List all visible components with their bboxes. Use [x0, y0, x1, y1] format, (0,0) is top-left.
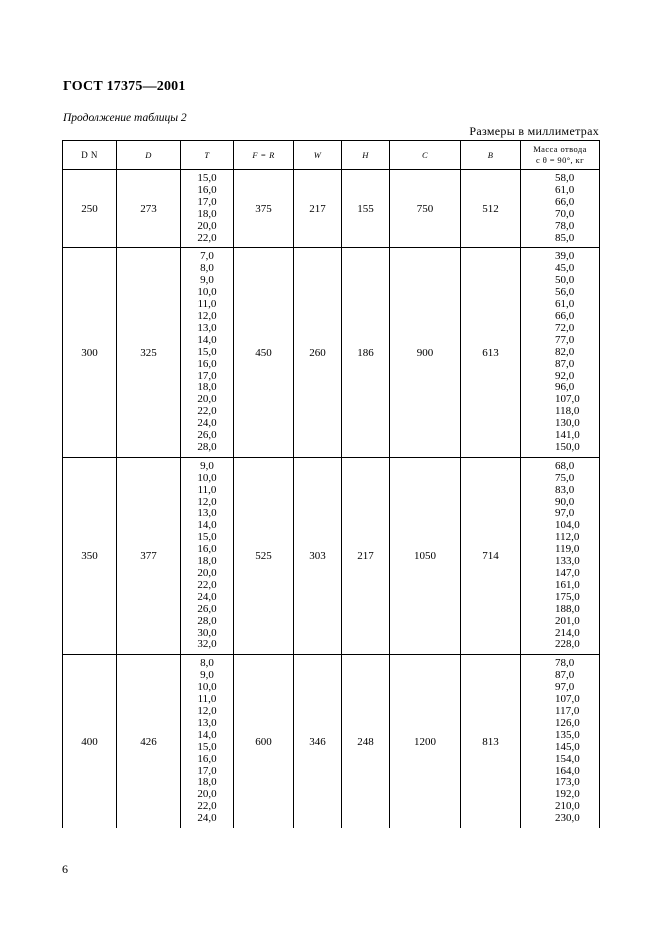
- cell-c: 1050: [390, 457, 461, 655]
- cell-t-list-value: 13,0: [197, 507, 217, 520]
- cell-t-list-value: 11,0: [197, 693, 217, 706]
- header-w: W: [294, 141, 342, 170]
- cell-mass-list-value: 90,0: [555, 495, 575, 508]
- cell-t-list-value: 7,0: [200, 250, 214, 263]
- cell-t-list-value: 11,0: [197, 298, 217, 311]
- cell-t-list-value: 18,0: [197, 776, 217, 789]
- cell-mass-list-value: 85,0: [555, 231, 575, 244]
- cell-t-list-value: 22,0: [197, 800, 217, 813]
- cell-t-list-value: 16,0: [197, 183, 217, 196]
- cell-b: 714: [461, 457, 521, 655]
- page-number: 6: [62, 862, 68, 876]
- cell-mass-list-value: 210,0: [555, 800, 580, 813]
- cell-mass-list-value: 112,0: [555, 531, 580, 544]
- cell-t-list-value: 13,0: [197, 321, 217, 334]
- cell-mass-list-value: 147,0: [555, 567, 580, 579]
- cell-h: 186: [342, 248, 390, 457]
- cell-h: 155: [342, 170, 390, 248]
- cell-mass-list-value: 77,0: [555, 333, 575, 346]
- table-row: [63, 170, 600, 248]
- cell-dn: 400: [63, 655, 117, 828]
- cell-b: 512: [461, 170, 521, 248]
- table-row: [63, 655, 600, 828]
- cell-t-list-value: 18,0: [197, 207, 217, 220]
- header-mass-line1: Масса отвода: [533, 144, 587, 154]
- cell-t-list-value: 10,0: [197, 286, 217, 299]
- cell-mass-list-value: 104,0: [555, 519, 580, 532]
- cell-mass-list-value: 66,0: [555, 195, 575, 208]
- header-d: D: [117, 141, 181, 170]
- cell-t-list-value: 24,0: [197, 812, 217, 825]
- cell-mass-list-value: 75,0: [555, 471, 575, 484]
- cell-t-list-value: 12,0: [197, 309, 217, 322]
- cell-mass-list-value: 214,0: [555, 626, 580, 639]
- cell-fr: 525: [234, 457, 294, 655]
- cell-mass-list: [521, 457, 600, 655]
- table-header-row: [63, 141, 600, 170]
- cell-mass-list: [521, 248, 600, 457]
- cell-t-list-value: 18,0: [197, 381, 217, 394]
- cell-mass-list-value: 145,0: [555, 740, 580, 753]
- cell-t-list-value: 9,0: [200, 274, 214, 287]
- cell-mass-list-value: 107,0: [555, 693, 580, 706]
- cell-t-list-value: 15,0: [197, 172, 217, 184]
- cell-b: 813: [461, 655, 521, 828]
- cell-t-list-value: 10,0: [197, 681, 217, 694]
- cell-t-list: [181, 655, 234, 828]
- cell-w: 260: [294, 248, 342, 457]
- cell-t-list-value: 22,0: [197, 231, 217, 244]
- cell-mass-list-value: 39,0: [555, 250, 575, 263]
- cell-mass-list-value: 83,0: [555, 483, 575, 496]
- cell-t-list-value: 16,0: [197, 357, 217, 370]
- cell-t-list: [181, 170, 234, 248]
- cell-mass-list-value: 164,0: [555, 764, 580, 777]
- cell-h: 248: [342, 655, 390, 828]
- cell-mass-list-value: 87,0: [555, 669, 575, 682]
- header-dn: D N: [63, 141, 117, 170]
- cell-mass-list-value: 45,0: [555, 262, 575, 275]
- cell-t-list-value: 8,0: [200, 657, 214, 670]
- cell-c: 750: [390, 170, 461, 248]
- cell-t-list-value: 11,0: [197, 483, 217, 496]
- cell-dn: 350: [63, 457, 117, 655]
- cell-t-list-value: 20,0: [197, 219, 217, 232]
- cell-mass-list-value: 201,0: [555, 614, 580, 627]
- cell-t-list-value: 20,0: [197, 788, 217, 801]
- cell-b: 613: [461, 248, 521, 457]
- header-fr: F = R: [234, 141, 294, 170]
- cell-t-list-value: 14,0: [197, 519, 217, 532]
- cell-mass-list-value: 78,0: [555, 219, 575, 232]
- cell-t-list-value: 30,0: [197, 626, 217, 639]
- cell-mass-list: [521, 655, 600, 828]
- cell-mass-list-value: 230,0: [555, 812, 580, 825]
- cell-mass-list-value: 141,0: [555, 429, 580, 442]
- cell-mass-list-value: 50,0: [555, 274, 575, 287]
- cell-fr: 375: [234, 170, 294, 248]
- cell-mass-list-value: 173,0: [555, 776, 580, 789]
- cell-t-list-value: 20,0: [197, 393, 217, 406]
- cell-t-list-value: 12,0: [197, 495, 217, 508]
- cell-t-list-value: 28,0: [197, 440, 217, 453]
- cell-t-list-value: 16,0: [197, 752, 217, 765]
- cell-t-list-value: 24,0: [197, 417, 217, 430]
- cell-mass-list-value: 119,0: [555, 543, 580, 556]
- cell-t-list-value: 14,0: [197, 728, 217, 741]
- units-note: Размеры в миллиметрах: [469, 124, 599, 138]
- header-c: C: [390, 141, 461, 170]
- cell-mass-list-value: 58,0: [555, 172, 575, 184]
- cell-t-list: [181, 248, 234, 457]
- cell-w: 303: [294, 457, 342, 655]
- cell-mass-list-value: 154,0: [555, 752, 580, 765]
- cell-t-list-value: 9,0: [200, 669, 214, 682]
- cell-t-list-value: 26,0: [197, 429, 217, 442]
- document-title: ГОСТ 17375—2001: [63, 79, 186, 94]
- cell-mass-list-value: 188,0: [555, 602, 580, 615]
- cell-t-list-value: 17,0: [197, 195, 217, 208]
- table-continuation-label: Продолжение таблицы 2: [63, 112, 187, 124]
- cell-fr: 600: [234, 655, 294, 828]
- cell-mass-list-value: 72,0: [555, 321, 575, 334]
- cell-fr: 450: [234, 248, 294, 457]
- cell-t-list-value: 17,0: [197, 764, 217, 777]
- cell-mass-list-value: 133,0: [555, 555, 580, 568]
- header-mass: [521, 141, 600, 170]
- cell-t-list-value: 10,0: [197, 471, 217, 484]
- cell-mass-list-value: 82,0: [555, 345, 575, 358]
- dimensions-table: [62, 140, 600, 828]
- cell-t-list-value: 8,0: [200, 262, 214, 275]
- cell-t-list-value: 22,0: [197, 578, 217, 591]
- cell-t-list-value: 15,0: [197, 740, 217, 753]
- cell-dn: 300: [63, 248, 117, 457]
- cell-h: 217: [342, 457, 390, 655]
- cell-mass-list-value: 107,0: [555, 393, 580, 406]
- cell-mass-list-value: 228,0: [555, 638, 580, 651]
- cell-t-list-value: 14,0: [197, 333, 217, 346]
- cell-mass-list-value: 161,0: [555, 578, 580, 591]
- cell-t-list-value: 16,0: [197, 543, 217, 556]
- cell-mass-list-value: 97,0: [555, 681, 575, 694]
- cell-mass-list-value: 87,0: [555, 357, 575, 370]
- cell-t-list-value: 17,0: [197, 369, 217, 382]
- cell-t-list-value: 20,0: [197, 567, 217, 579]
- cell-t-list-value: 12,0: [197, 704, 217, 717]
- cell-mass-list-value: 97,0: [555, 507, 575, 520]
- cell-mass-list-value: 66,0: [555, 309, 575, 322]
- cell-mass-list-value: 78,0: [555, 657, 575, 670]
- table-row: [63, 248, 600, 457]
- table-body: [63, 170, 600, 829]
- cell-t-list-value: 22,0: [197, 405, 217, 418]
- cell-t-list-value: 9,0: [200, 459, 214, 472]
- cell-w: 346: [294, 655, 342, 828]
- header-t: T: [181, 141, 234, 170]
- table-row: [63, 457, 600, 655]
- cell-d: 273: [117, 170, 181, 248]
- cell-mass-list-value: 126,0: [555, 716, 580, 729]
- cell-mass-list-value: 96,0: [555, 381, 575, 394]
- cell-t-list-value: 13,0: [197, 716, 217, 729]
- cell-mass-list-value: 68,0: [555, 459, 575, 472]
- cell-t-list: [181, 457, 234, 655]
- cell-mass-list-value: 150,0: [555, 440, 580, 453]
- cell-c: 1200: [390, 655, 461, 828]
- cell-mass-list-value: 117,0: [555, 704, 580, 717]
- cell-t-list-value: 15,0: [197, 531, 217, 544]
- cell-c: 900: [390, 248, 461, 457]
- cell-d: 426: [117, 655, 181, 828]
- header-mass-line2: с θ = 90°, кг: [536, 155, 584, 165]
- cell-t-list-value: 32,0: [197, 638, 217, 651]
- cell-d: 325: [117, 248, 181, 457]
- cell-mass-list-value: 61,0: [555, 183, 575, 196]
- cell-mass-list-value: 70,0: [555, 207, 575, 220]
- header-b: B: [461, 141, 521, 170]
- cell-t-list-value: 15,0: [197, 345, 217, 358]
- cell-mass-list-value: 61,0: [555, 298, 575, 311]
- cell-mass-list-value: 135,0: [555, 728, 580, 741]
- cell-w: 217: [294, 170, 342, 248]
- cell-t-list-value: 24,0: [197, 590, 217, 603]
- cell-mass-list: [521, 170, 600, 248]
- cell-mass-list-value: 118,0: [555, 405, 580, 418]
- cell-mass-list-value: 130,0: [555, 417, 580, 430]
- header-h: H: [342, 141, 390, 170]
- cell-dn: 250: [63, 170, 117, 248]
- cell-mass-list-value: 92,0: [555, 369, 575, 382]
- cell-d: 377: [117, 457, 181, 655]
- cell-mass-list-value: 56,0: [555, 286, 575, 299]
- cell-t-list-value: 18,0: [197, 555, 217, 568]
- cell-t-list-value: 26,0: [197, 602, 217, 615]
- cell-mass-list-value: 175,0: [555, 590, 580, 603]
- cell-mass-list-value: 192,0: [555, 788, 580, 801]
- cell-t-list-value: 28,0: [197, 614, 217, 627]
